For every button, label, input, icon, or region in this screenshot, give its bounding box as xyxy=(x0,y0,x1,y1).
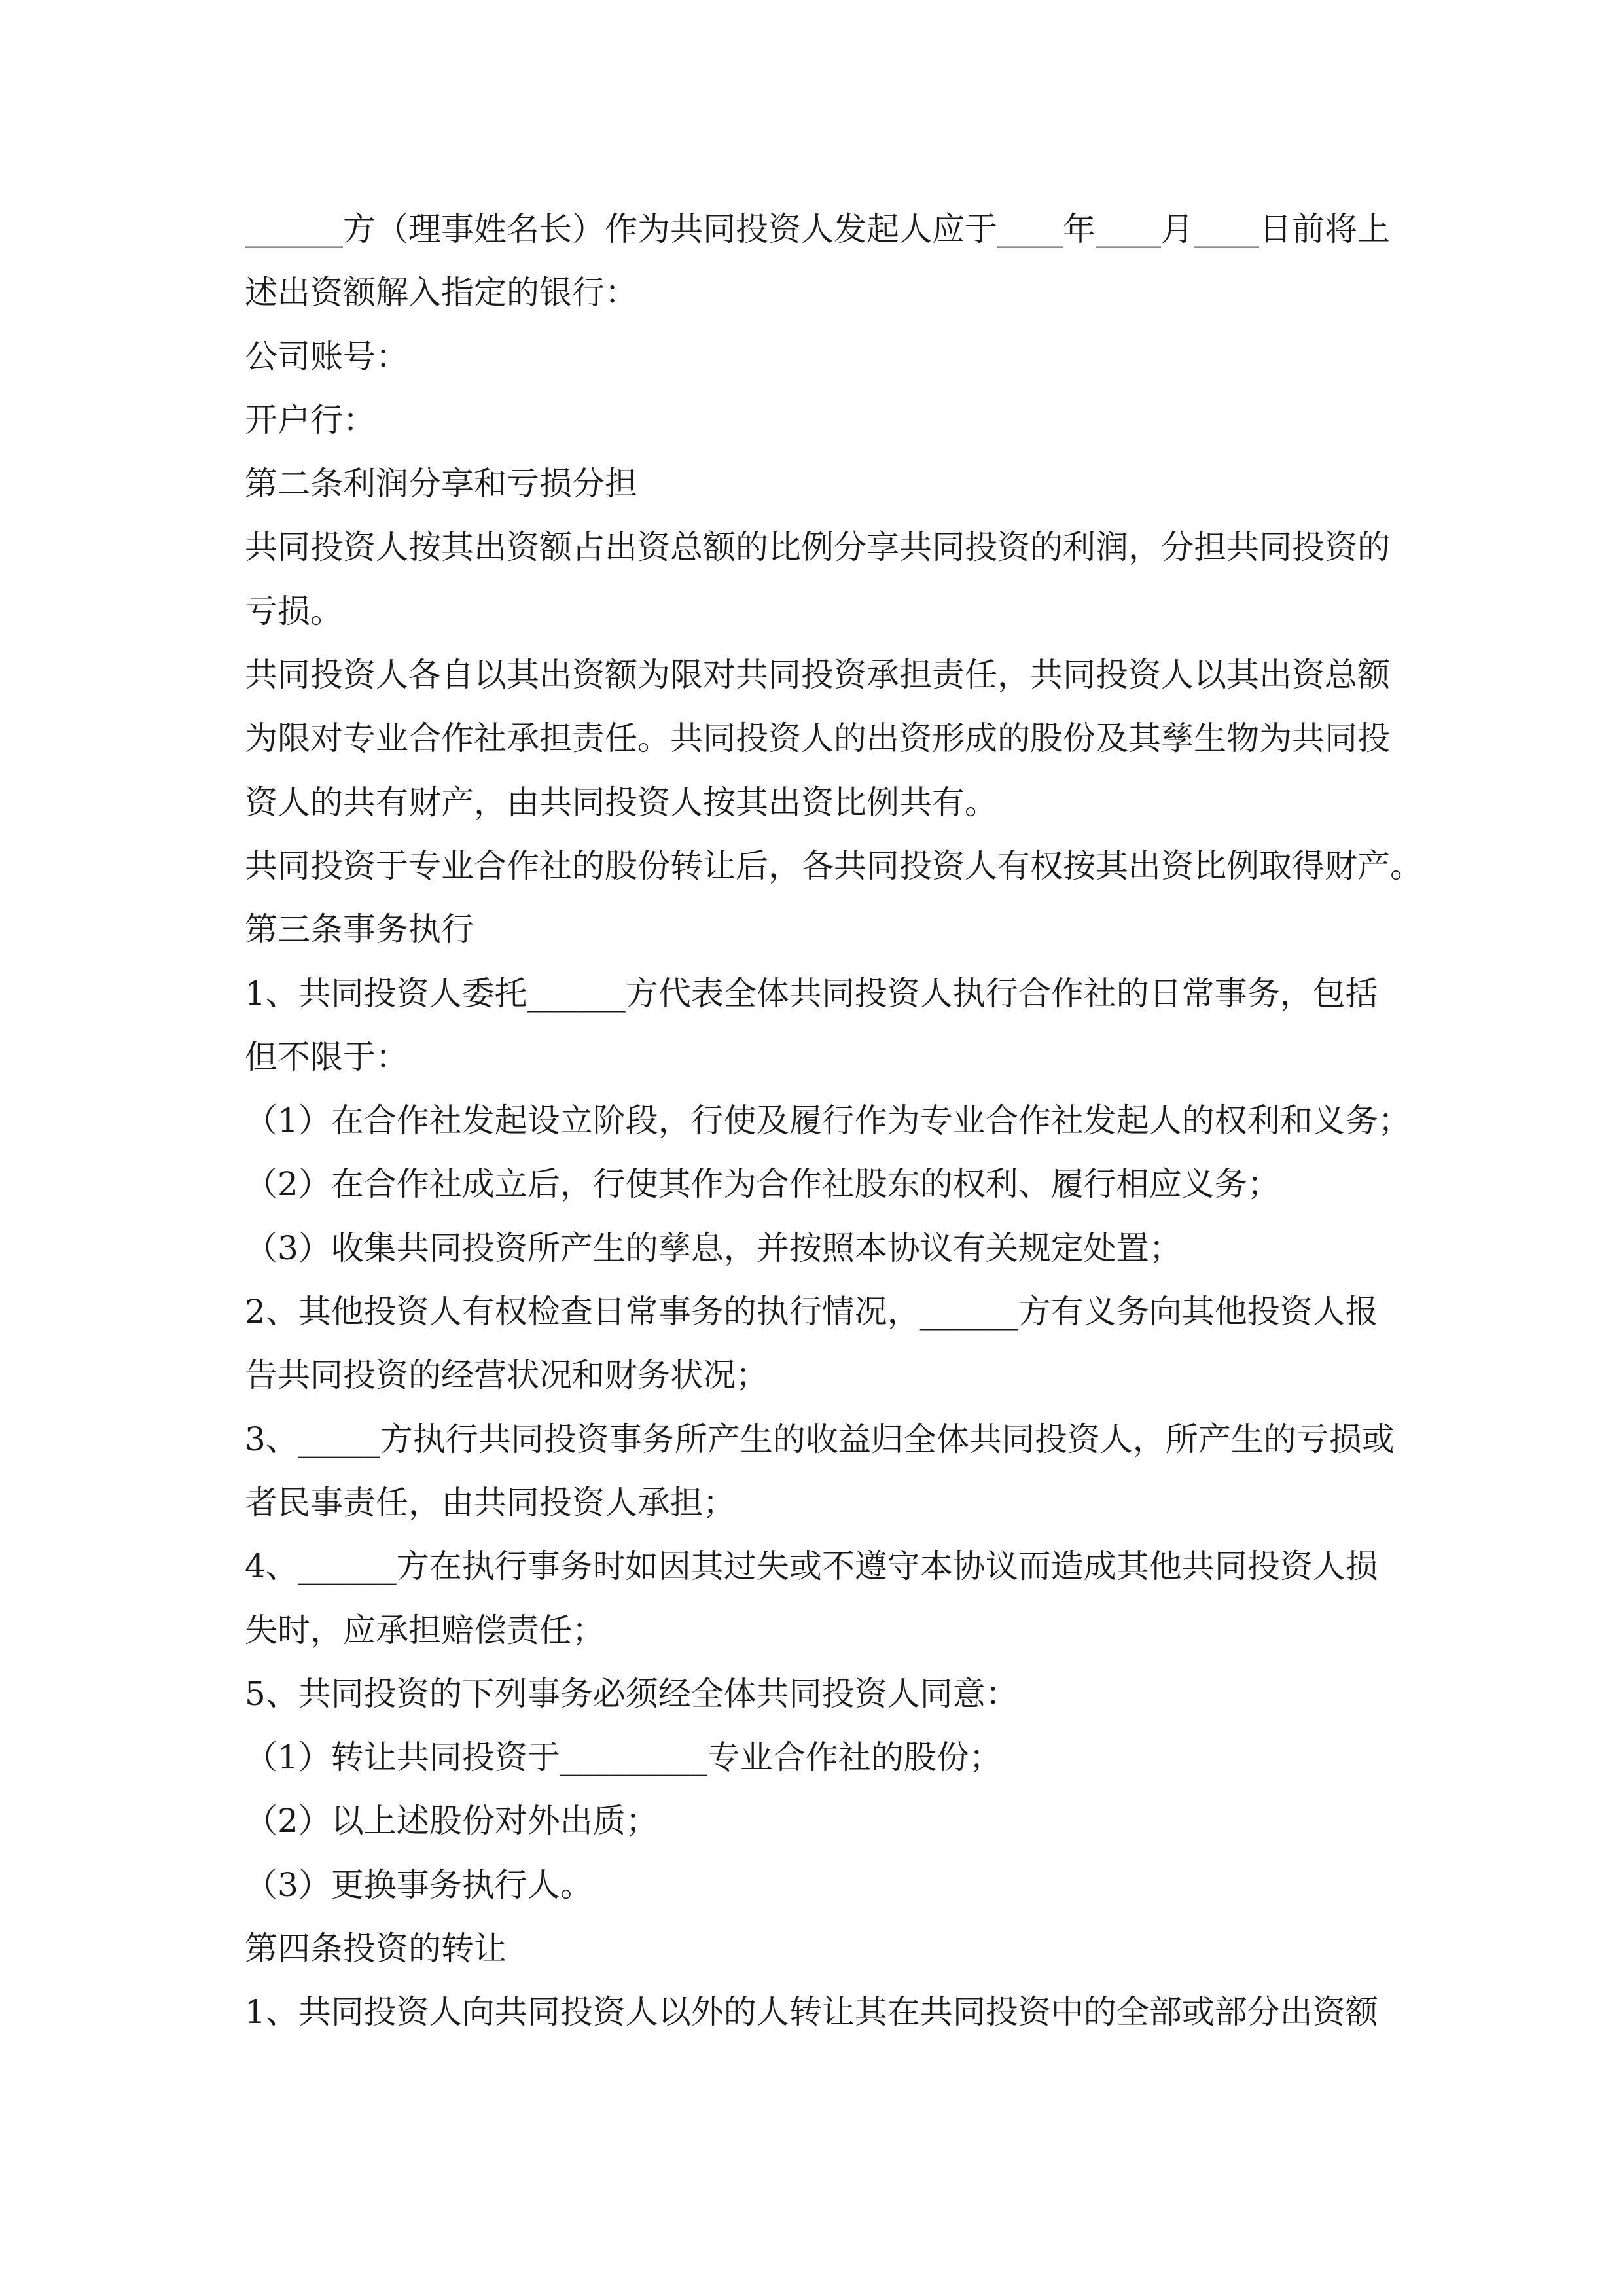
text-line: 公司账号： xyxy=(245,337,408,376)
text-line: 但不限于： xyxy=(245,1037,408,1076)
text-line: 2、其他投资人有权检查日常事务的执行情况，______方有义务向其他投资人报 xyxy=(245,1293,1378,1331)
text-line: 5、共同投资的下列事务必须经全体共同投资人同意： xyxy=(245,1674,1018,1713)
text-line: ______方（理事姓名长）作为共同投资人发起人应于____年____月____日前将上 xyxy=(245,210,1390,248)
text-line: （1）在合作社发起设立阶段，行使及履行作为专业合作社发起人的权利和义务； xyxy=(245,1102,1411,1140)
text-line: 者民事责任，由共同投资人承担； xyxy=(245,1483,736,1522)
text-line: 为限对专业合作社承担责任。共同投资人的出资形成的股份及其孳生物为共同投 xyxy=(245,719,1390,758)
text-line: 4、______方在执行事务时如因其过失或不遵守本协议而造成其他共同投资人损 xyxy=(245,1547,1378,1586)
text-line: （2）在合作社成立后，行使其作为合作社股东的权利、履行相应义务； xyxy=(245,1165,1280,1204)
text-line: 告共同投资的经营状况和财务状况； xyxy=(245,1356,768,1395)
text-line: 共同投资人各自以其出资额为限对共同投资承担责任，共同投资人以其出资总额 xyxy=(245,656,1390,694)
text-line: 资人的共有财产，由共同投资人按其出资比例共有。 xyxy=(245,783,997,821)
document-body xyxy=(245,198,1423,2045)
text-line: 共同投资于专业合作社的股份转让后，各共同投资人有权按其出资比例取得财产。 xyxy=(245,846,1423,885)
text-line: 亏损。 xyxy=(245,592,343,630)
text-line: 开户行： xyxy=(245,401,376,439)
text-line: （3）收集共同投资所产生的孳息，并按照本协议有关规定处置； xyxy=(245,1229,1182,1267)
text-line: 1、共同投资人委托______方代表全体共同投资人执行合作社的日常事务，包括 xyxy=(245,974,1378,1013)
text-line: 述出资额解入指定的银行： xyxy=(245,274,637,312)
section-heading: 第二条利润分享和亏损分担 xyxy=(245,465,637,503)
section-heading: 第三条事务执行 xyxy=(245,910,474,949)
text-line: 1、共同投资人向共同投资人以外的人转让其在共同投资中的全部或部分出资额 xyxy=(245,1993,1378,2032)
text-line: （2）以上述股份对外出质； xyxy=(245,1802,658,1840)
text-line: 失时，应承担赔偿责任； xyxy=(245,1611,605,1649)
section-heading: 第四条投资的转让 xyxy=(245,1929,507,1968)
text-line: （3）更换事务执行人。 xyxy=(245,1865,593,1904)
text-line: （1）转让共同投资于_________专业合作社的股份； xyxy=(245,1738,1002,1777)
text-line: 3、_____方执行共同投资事务所产生的收益归全体共同投资人，所产生的亏损或 xyxy=(245,1420,1395,1458)
text-line: 共同投资人按其出资额占出资总额的比例分享共同投资的利润，分担共同投资的 xyxy=(245,528,1390,567)
